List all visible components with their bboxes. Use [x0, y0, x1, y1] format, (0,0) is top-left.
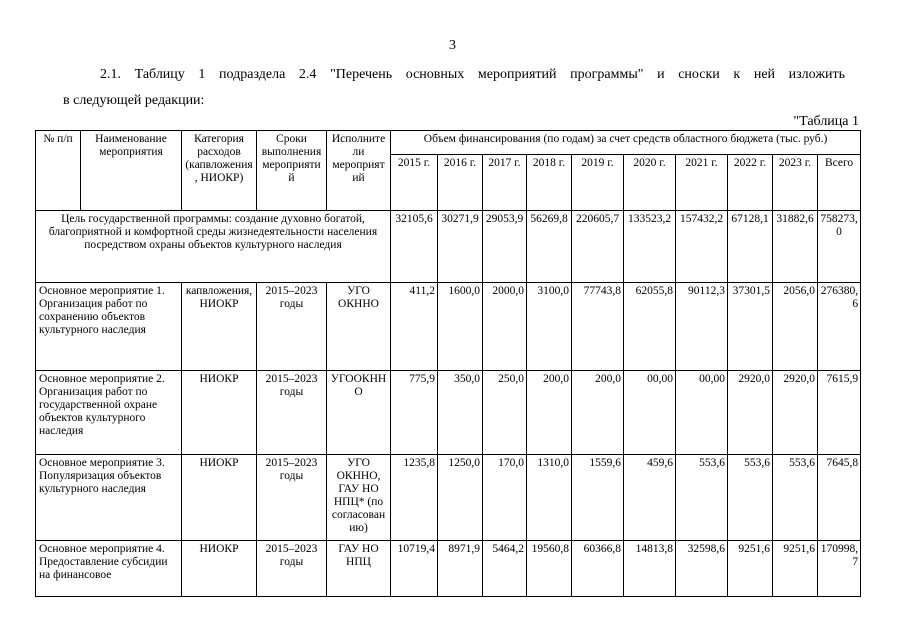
goal-value: 157432,2 [676, 211, 728, 283]
row-value: 5464,2 [483, 541, 527, 597]
header-total: Всего [818, 155, 861, 211]
row-value: 60366,8 [572, 541, 624, 597]
row-value: 2920,0 [728, 371, 773, 455]
row-executors: УГООКННО [327, 371, 391, 455]
row-value: 10719,4 [391, 541, 438, 597]
row-value: 32598,6 [676, 541, 728, 597]
row-executors: ГАУ НО НПЦ [327, 541, 391, 597]
header-executors: Исполнители мероприятий [327, 131, 391, 211]
row-value: 1250,0 [438, 455, 483, 541]
row-value: 170998,7 [818, 541, 861, 597]
table-caption: "Таблица 1 [793, 114, 859, 129]
row-executors: УГО ОКННО, ГАУ НО НПЦ* (по согласованию) [327, 455, 391, 541]
table-row [36, 283, 861, 371]
row-terms: 2015–2023 годы [257, 283, 327, 371]
row-name: Основное мероприятие 4. Предоставление субсидии на финансовое [36, 541, 182, 597]
row-name: Основное мероприятие 1. Организация работ по сохранению объектов культурного наследия [36, 283, 182, 371]
row-value: 14813,8 [624, 541, 676, 597]
intro-line-1: 2.1. Таблицу 1 подраздела 2.4 "Перечень основных мероприятий программы" и сноски к ней изложить [100, 67, 845, 82]
row-value: 775,9 [391, 371, 438, 455]
goal-value: 30271,9 [438, 211, 483, 283]
row-value: 200,0 [527, 371, 572, 455]
row-value: 553,6 [773, 455, 818, 541]
row-value: 553,6 [728, 455, 773, 541]
row-value: 8971,9 [438, 541, 483, 597]
row-value: 1600,0 [438, 283, 483, 371]
header-year-2022: 2022 г. [728, 155, 773, 211]
row-value: 350,0 [438, 371, 483, 455]
header-year-2018: 2018 г. [527, 155, 572, 211]
measures-table [35, 130, 861, 597]
row-value: 200,0 [572, 371, 624, 455]
row-terms: 2015–2023 годы [257, 455, 327, 541]
row-value: 459,6 [624, 455, 676, 541]
row-value: 9251,6 [773, 541, 818, 597]
row-value: 250,0 [483, 371, 527, 455]
row-value: 170,0 [483, 455, 527, 541]
row-value: 7615,9 [818, 371, 861, 455]
row-value: 2000,0 [483, 283, 527, 371]
goal-value: 67128,1 [728, 211, 773, 283]
header-year-2021: 2021 г. [676, 155, 728, 211]
header-category: Категория расходов (капвложения, НИОКР) [182, 131, 257, 211]
row-value: 00,00 [624, 371, 676, 455]
header-year-2016: 2016 г. [438, 155, 483, 211]
intro-line-2: в следующей редакции: [63, 93, 205, 108]
row-category: НИОКР [182, 541, 257, 597]
table-row [36, 371, 861, 455]
header-year-2015: 2015 г. [391, 155, 438, 211]
row-value: 37301,5 [728, 283, 773, 371]
row-terms: 2015–2023 годы [257, 371, 327, 455]
row-value: 2920,0 [773, 371, 818, 455]
header-year-2020: 2020 г. [624, 155, 676, 211]
row-value: 1310,0 [527, 455, 572, 541]
header-year-2019: 2019 г. [572, 155, 624, 211]
header-name: Наименование мероприятия [81, 131, 182, 211]
row-value: 3100,0 [527, 283, 572, 371]
row-value: 276380,6 [818, 283, 861, 371]
header-terms: Сроки выполнения мероприятий [257, 131, 327, 211]
row-value: 77743,8 [572, 283, 624, 371]
goal-value: 56269,8 [527, 211, 572, 283]
row-value: 7645,8 [818, 455, 861, 541]
header-year-2017: 2017 г. [483, 155, 527, 211]
intro-paragraph [63, 62, 845, 114]
row-category: НИОКР [182, 455, 257, 541]
row-value: 553,6 [676, 455, 728, 541]
goal-text: Цель государственной программы: создание духовно богатой, благоприятной и комфортной среды жизнедеятельности населения посредством охраны объектов культурного наследия [36, 211, 391, 283]
table-row [36, 455, 861, 541]
goal-value: 133523,2 [624, 211, 676, 283]
header-year-2023: 2023 г. [773, 155, 818, 211]
row-value: 62055,8 [624, 283, 676, 371]
row-value: 9251,6 [728, 541, 773, 597]
row-name: Основное мероприятие 2. Организация работ по государственной охране объектов культурного наследия [36, 371, 182, 455]
row-executors: УГО ОКННО [327, 283, 391, 371]
row-terms: 2015–2023 годы [257, 541, 327, 597]
row-value: 411,2 [391, 283, 438, 371]
goal-value: 31882,6 [773, 211, 818, 283]
row-category: капвложения, НИОКР [182, 283, 257, 371]
table-row [36, 541, 861, 597]
goal-row [36, 211, 861, 283]
goal-value: 29053,9 [483, 211, 527, 283]
row-value: 00,00 [676, 371, 728, 455]
header-financing: Объем финансирования (по годам) за счет средств областного бюджета (тыс. руб.) [391, 131, 861, 155]
row-category: НИОКР [182, 371, 257, 455]
row-value: 1235,8 [391, 455, 438, 541]
header-num: № п/п [36, 131, 81, 211]
goal-value: 758273,0 [818, 211, 861, 283]
row-value: 19560,8 [527, 541, 572, 597]
row-value: 1559,6 [572, 455, 624, 541]
row-value: 90112,3 [676, 283, 728, 371]
page-number: 3 [449, 38, 456, 53]
row-value: 2056,0 [773, 283, 818, 371]
row-name: Основное мероприятие 3. Популяризация объектов культурного наследия [36, 455, 182, 541]
goal-value: 220605,7 [572, 211, 624, 283]
goal-value: 32105,6 [391, 211, 438, 283]
